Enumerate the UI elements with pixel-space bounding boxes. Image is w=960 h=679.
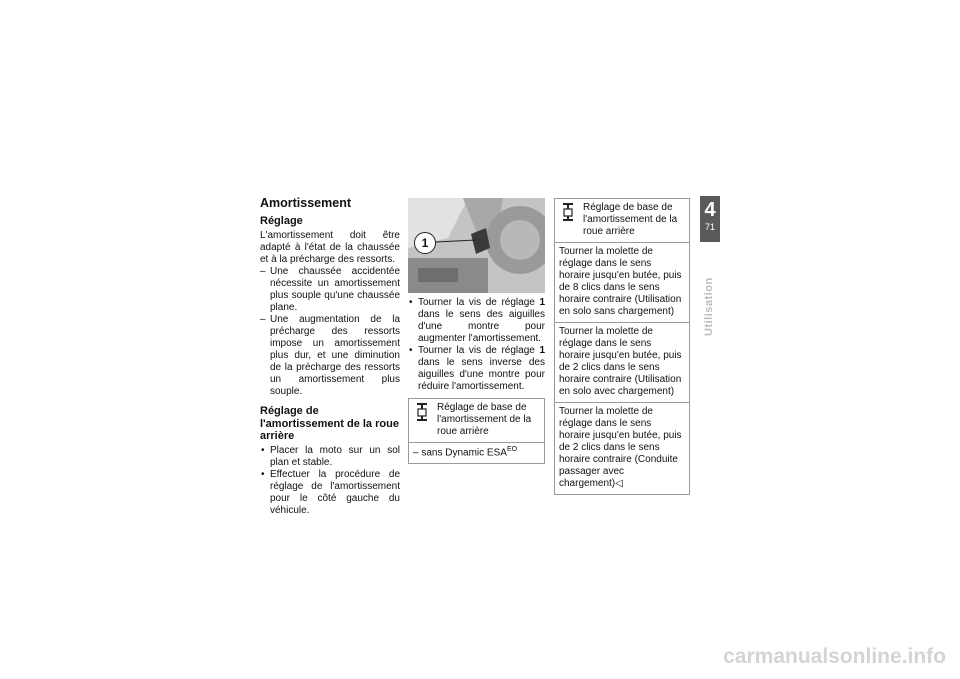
option-code: EO bbox=[506, 446, 518, 453]
shock-absorber-icon bbox=[561, 203, 575, 221]
section-title: Amortissement bbox=[260, 196, 351, 210]
bullet-text: dans le sens inverse des aiguilles d'une montre pour réduire l'amortissement. bbox=[418, 357, 545, 392]
spec-box-header bbox=[555, 199, 689, 242]
callout-ref: 1 bbox=[539, 345, 545, 356]
dash-item: – Une chaussée accidentée nécessite un amortissement plus souple qu'une chaussée plane. bbox=[260, 266, 400, 314]
bullet-item: • Effectuer la procédure de réglage de l'amortissement pour le côté gauche du véhicule. bbox=[260, 469, 400, 517]
intro-paragraph: L'amortissement doit être adapté à l'état de la chaussée et à la précharge des ressorts. bbox=[260, 230, 400, 266]
bullet-text: dans le sens des aiguilles d'une montre pour augmenter l'amortissement. bbox=[418, 309, 545, 344]
shock-absorber-icon bbox=[415, 403, 429, 421]
spec-row: Tourner la molette de réglage dans le sens horaire jusqu'en butée, puis de 2 clics dans le sens horaire contraire (Utilisation en solo avec chargement) bbox=[555, 322, 689, 402]
spec-box-title: Réglage de base de l'amortissement de la roue arrière bbox=[583, 202, 678, 237]
dash-list bbox=[260, 266, 400, 398]
bullet-text: Tourner la vis de réglage bbox=[418, 345, 540, 356]
spec-box-header bbox=[409, 399, 544, 442]
bullet-item: • Placer la moto sur un sol plan et stable. bbox=[260, 445, 400, 469]
subsection-title-rear: Réglage de l'amortissement de la roue arrière bbox=[260, 405, 399, 443]
spec-row-text: – sans Dynamic ESA bbox=[413, 447, 507, 459]
bullet-text: Tourner la vis de réglage bbox=[418, 297, 540, 308]
bullet-list bbox=[260, 445, 400, 517]
chapter-number: 4 bbox=[704, 199, 716, 221]
subsection-title-reglage: Réglage bbox=[260, 215, 303, 227]
chapter-tab bbox=[700, 196, 720, 242]
spec-box bbox=[554, 198, 690, 495]
spec-row: Tourner la molette de réglage dans le sens horaire jusqu'en butée, puis de 8 clics dans le sens horaire contraire (Utilisation en solo sans chargement) bbox=[555, 242, 689, 322]
bullet-list bbox=[408, 297, 545, 393]
spec-row bbox=[409, 442, 544, 463]
callout-ref: 1 bbox=[539, 297, 545, 308]
dash-item: – Une augmentation de la précharge des ressorts impose un amortissement plus dur, et une diminution de la précharge des ressorts un amortissement plus souple. bbox=[260, 314, 400, 398]
spec-box-title: Réglage de base de l'amortissement de la roue arrière bbox=[437, 402, 532, 437]
watermark: carmanualsonline.info bbox=[723, 644, 946, 668]
spec-row: Tourner la molette de réglage dans le sens horaire jusqu'en butée, puis de 2 clics dans le sens horaire contraire (Conduite passager avec chargement)◁ bbox=[555, 402, 689, 494]
column-2 bbox=[408, 198, 545, 464]
bullet-item bbox=[408, 345, 545, 393]
bullet-item bbox=[408, 297, 545, 345]
column-1 bbox=[260, 196, 400, 517]
page-number: 71 bbox=[704, 222, 715, 232]
chapter-label: Utilisation bbox=[703, 277, 715, 336]
spec-box bbox=[408, 398, 545, 464]
callout-marker: 1 bbox=[414, 232, 436, 254]
column-3 bbox=[554, 198, 690, 495]
adjuster-photo bbox=[408, 198, 545, 293]
